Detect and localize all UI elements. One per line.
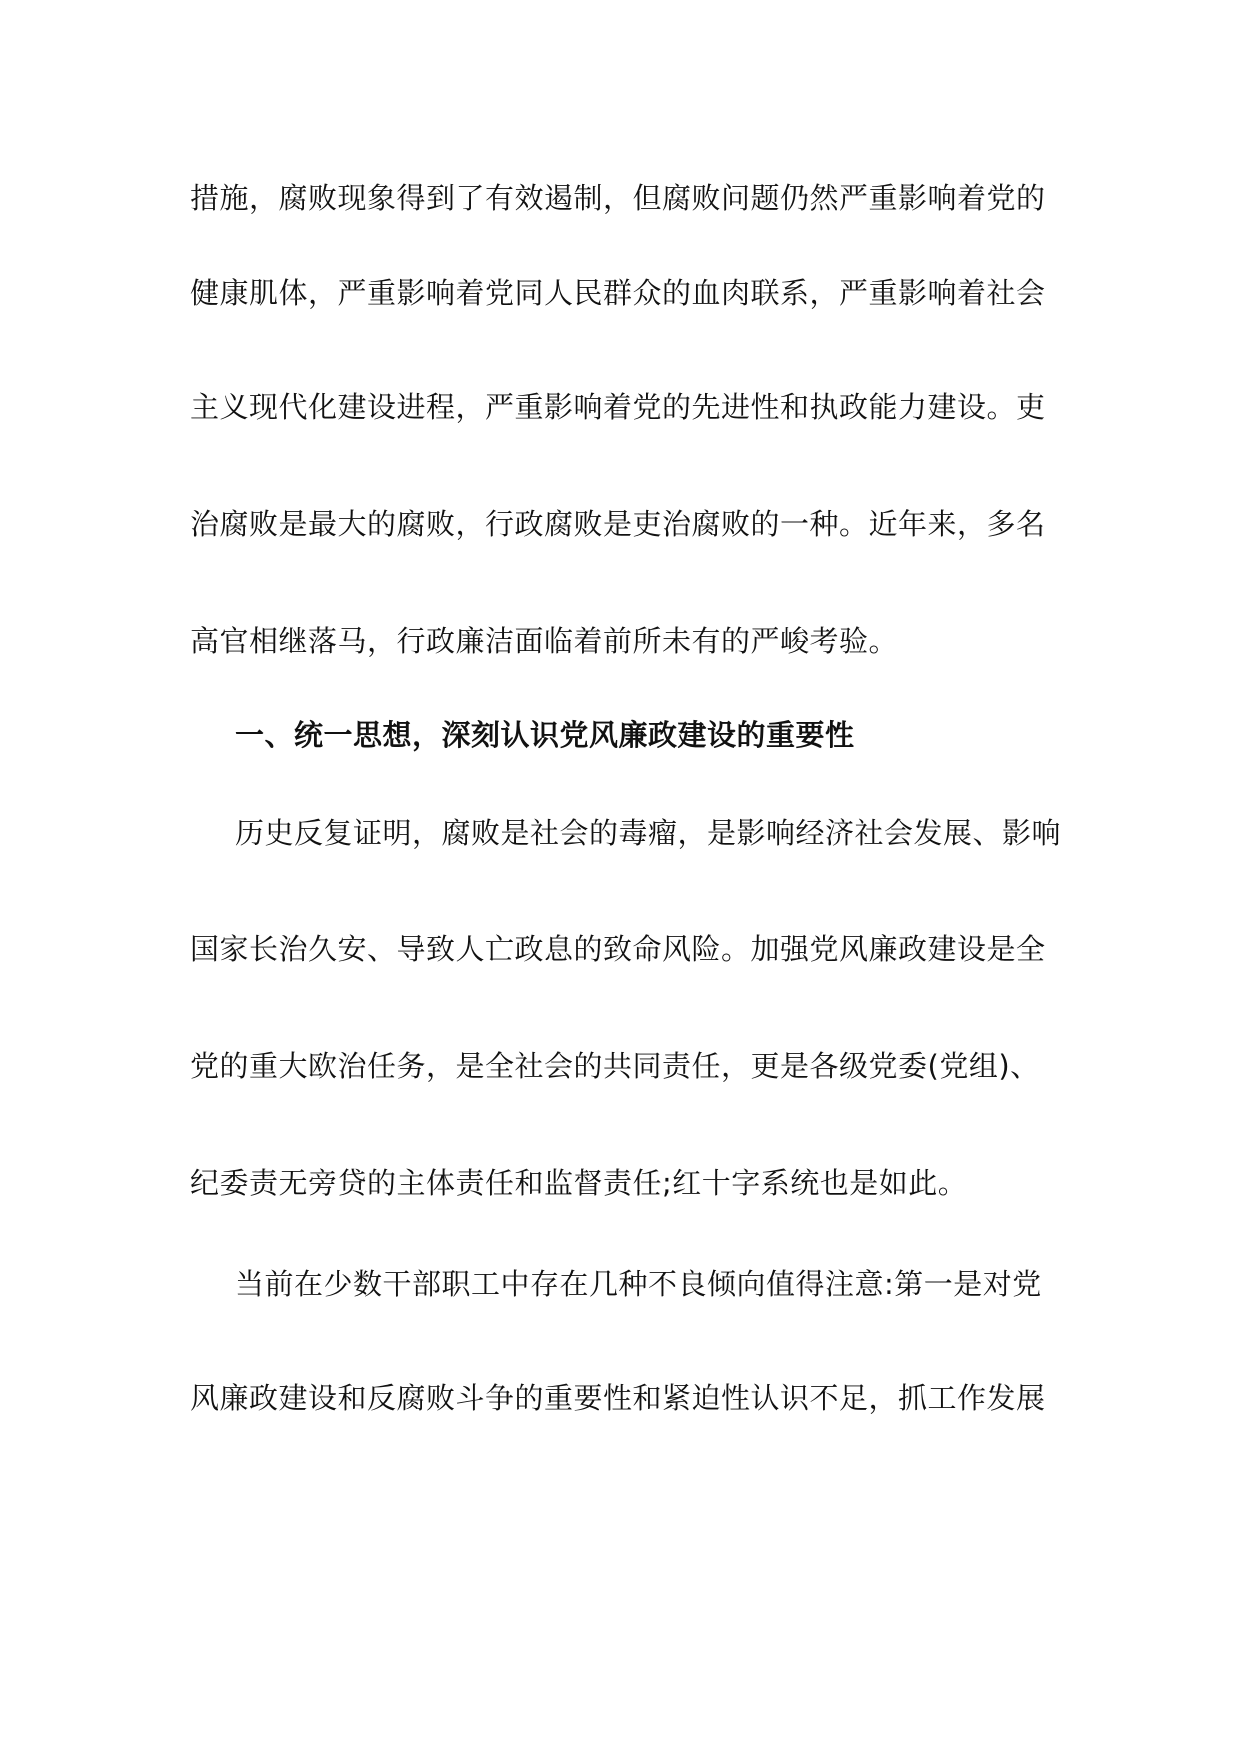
paragraph-line: 健康肌体，严重影响着党同人民群众的血肉联系，严重影响着社会 [190, 276, 1046, 310]
paragraph-line: 纪委责无旁贷的主体责任和监督责任;红十字系统也是如此。 [190, 1166, 968, 1200]
paragraph-line: 党的重大欧治任务，是全社会的共同责任，更是各级党委(党组)、 [190, 1049, 1040, 1083]
paragraph-line: 措施，腐败现象得到了有效遏制，但腐败问题仍然严重影响着党的 [190, 181, 1046, 215]
paragraph-line: 历史反复证明，腐败是社会的毒瘤，是影响经济社会发展、影响 [235, 816, 1062, 850]
paragraph-line: 风廉政建设和反腐败斗争的重要性和紧迫性认识不足，抓工作发展 [190, 1381, 1046, 1415]
paragraph-line: 当前在少数干部职工中存在几种不良倾向值得注意:第一是对党 [235, 1267, 1042, 1301]
section-heading: 一、统一思想，深刻认识党风廉政建设的重要性 [235, 718, 855, 752]
paragraph-line: 治腐败是最大的腐败，行政腐败是吏治腐败的一种。近年来，多名 [190, 507, 1046, 541]
paragraph-line: 高官相继落马，行政廉洁面临着前所未有的严峻考验。 [190, 624, 899, 658]
paragraph-line: 国家长治久安、导致人亡政息的致命风险。加强党风廉政建设是全 [190, 932, 1046, 966]
paragraph-line: 主义现代化建设进程，严重影响着党的先进性和执政能力建设。吏 [190, 390, 1046, 424]
